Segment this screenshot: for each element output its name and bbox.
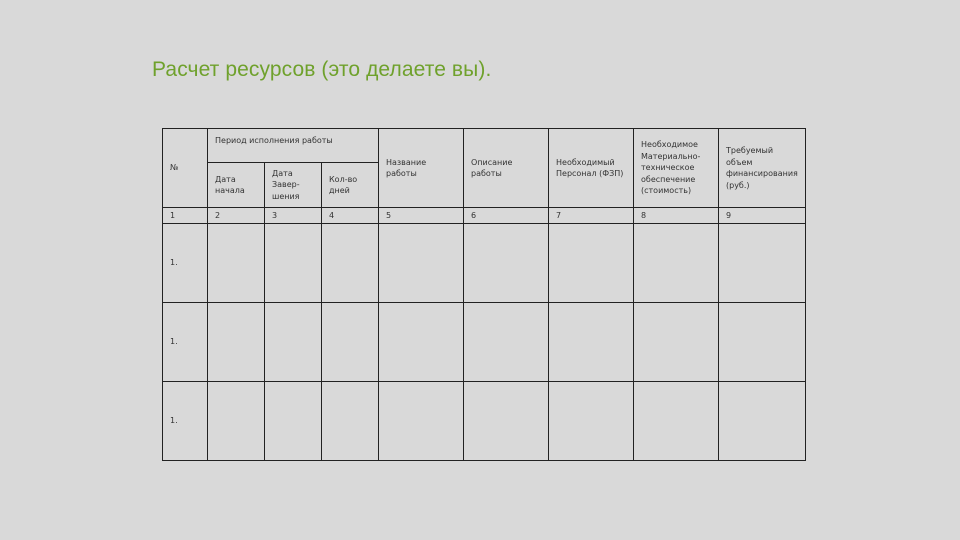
table-cell (634, 303, 719, 382)
table-row (163, 224, 806, 303)
header-period-group: Период исполнения работы (208, 129, 379, 163)
table-cell (208, 303, 265, 382)
column-number-row (163, 208, 806, 224)
header-staff: Необходимый Персонал (ФЗП) (549, 129, 634, 208)
slide-title: Расчет ресурсов (это делаете вы). (152, 58, 492, 81)
table-cell (379, 382, 464, 461)
table-cell (265, 382, 322, 461)
table-cell (322, 224, 379, 303)
column-number: 6 (464, 208, 549, 224)
table-cell (719, 224, 806, 303)
column-number: 9 (719, 208, 806, 224)
header-no: № (163, 129, 208, 208)
table-cell (634, 382, 719, 461)
table-cell (265, 224, 322, 303)
table-cell (634, 224, 719, 303)
table-cell (265, 303, 322, 382)
table-cell (208, 382, 265, 461)
header-row-1 (163, 129, 806, 163)
table-cell (464, 382, 549, 461)
table-cell (464, 224, 549, 303)
resource-table (162, 128, 806, 461)
table-cell (549, 382, 634, 461)
table-cell (464, 303, 549, 382)
header-start-date: Дата начала (208, 163, 265, 208)
table-row (163, 382, 806, 461)
row-number: 1. (163, 382, 208, 461)
header-days: Кол-во дней (322, 163, 379, 208)
table-cell (549, 303, 634, 382)
table-cell (719, 303, 806, 382)
table-cell (719, 382, 806, 461)
table-row (163, 303, 806, 382)
header-work-desc: Описание работы (464, 129, 549, 208)
table-cell (379, 224, 464, 303)
row-number: 1. (163, 303, 208, 382)
column-number: 7 (549, 208, 634, 224)
column-number: 1 (163, 208, 208, 224)
table-cell (208, 224, 265, 303)
header-funding: Требуемый объем финансирования (руб.) (719, 129, 806, 208)
column-number: 2 (208, 208, 265, 224)
row-number: 1. (163, 224, 208, 303)
table-cell (379, 303, 464, 382)
column-number: 4 (322, 208, 379, 224)
column-number: 3 (265, 208, 322, 224)
header-end-date: Дата Завер- шения (265, 163, 322, 208)
table-cell (322, 303, 379, 382)
column-number: 5 (379, 208, 464, 224)
table-cell (322, 382, 379, 461)
column-number: 8 (634, 208, 719, 224)
header-material: Необходимое Материально- техническое обеспечение (стоимость) (634, 129, 719, 208)
header-work-name: Название работы (379, 129, 464, 208)
table-cell (549, 224, 634, 303)
